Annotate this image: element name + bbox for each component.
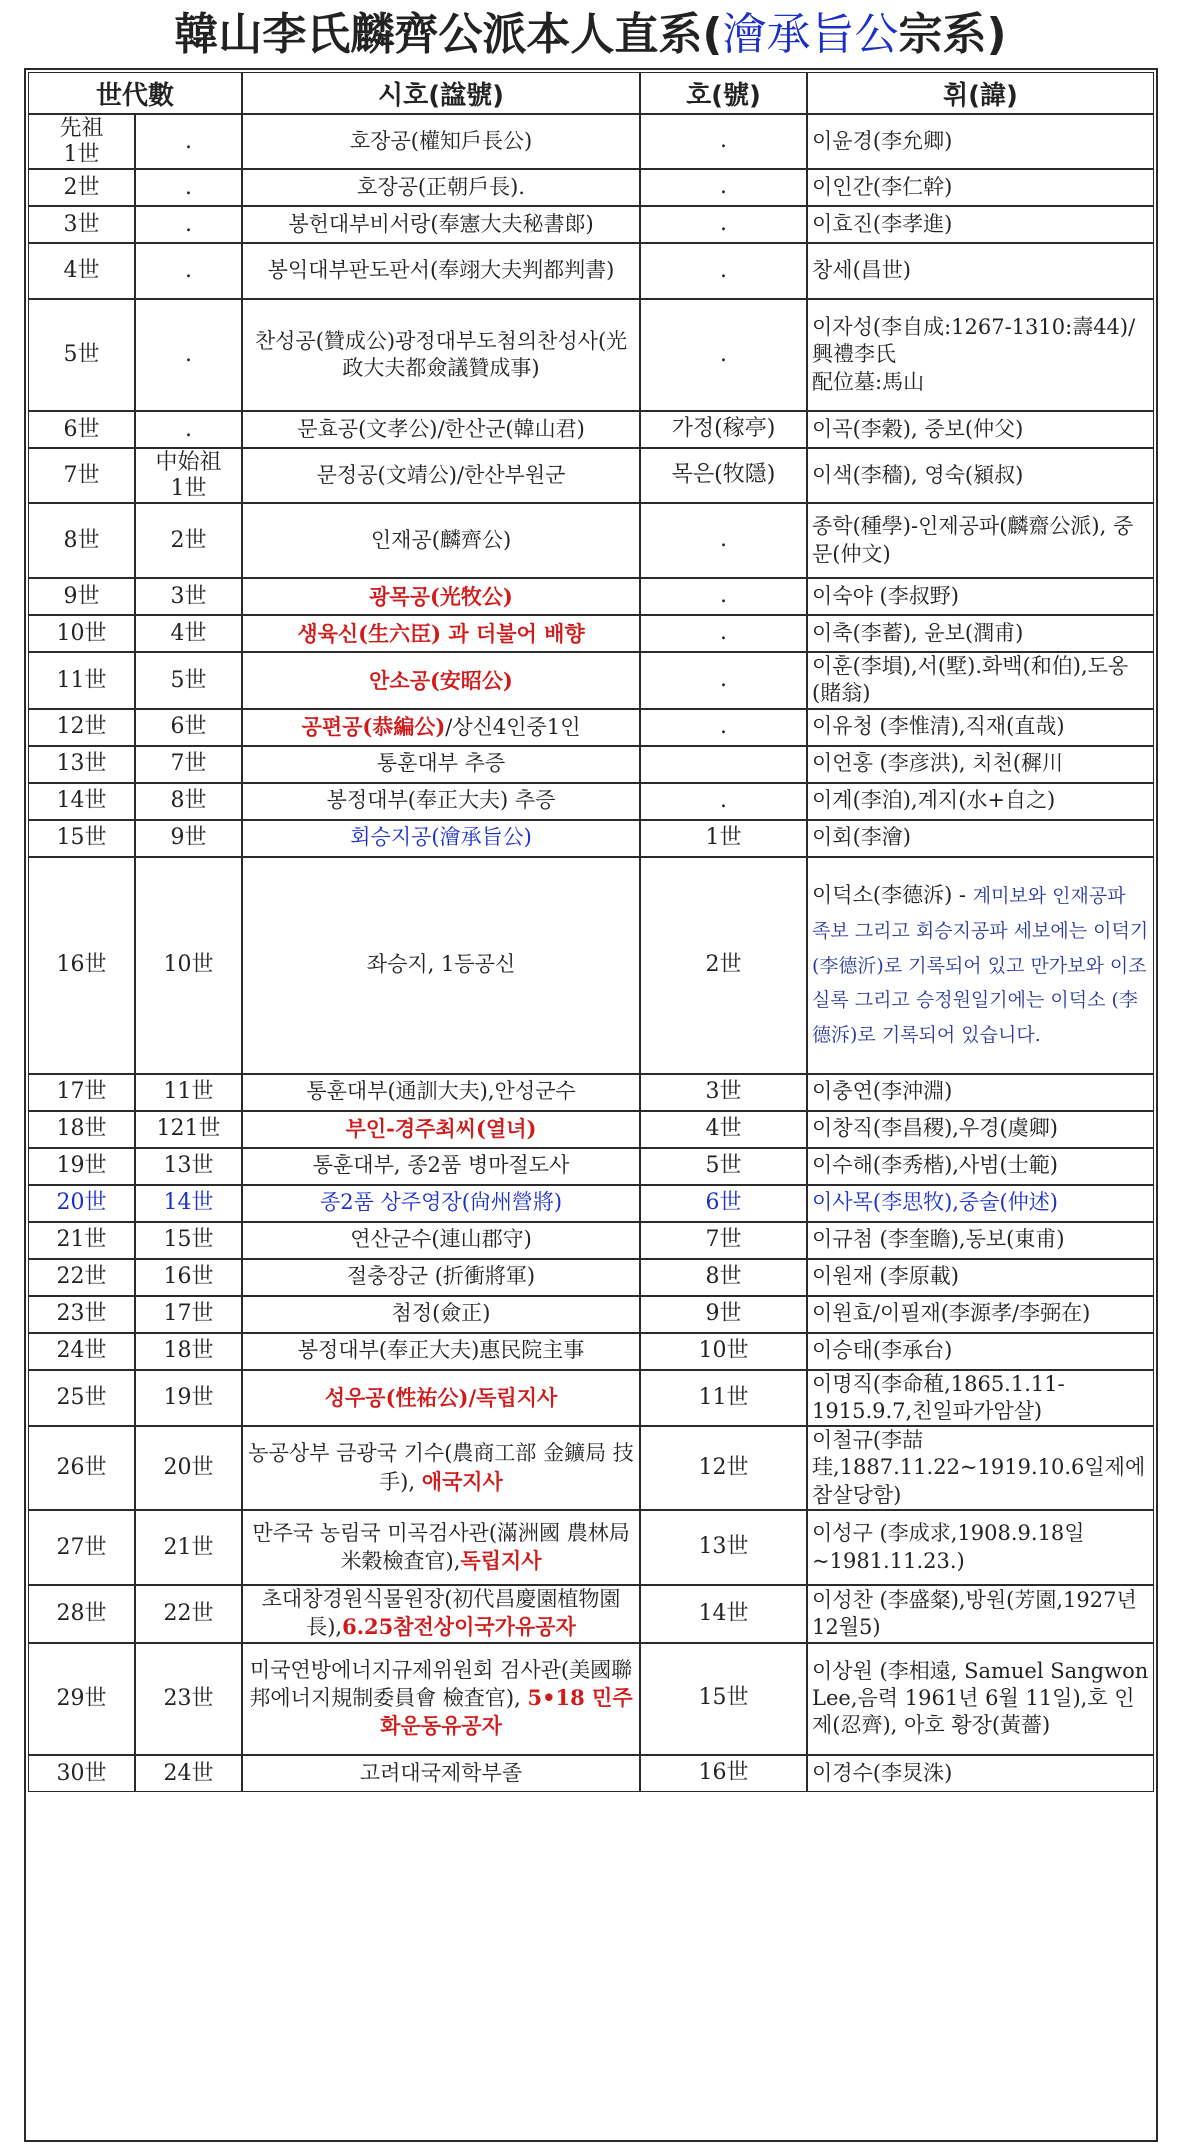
cell-pen-name: . [640,709,807,746]
cell-pen-name: 9世 [640,1296,807,1333]
title-suffix: 宗系) [898,9,1007,60]
cell-given-name: 이경수(李炅洙) [807,1755,1154,1792]
cell-posthumous-title: 안소공(安昭公) [242,652,640,709]
cell-sub-generation: 13世 [135,1148,242,1185]
table-row [28,1111,1154,1148]
table-row [28,1333,1154,1370]
cell-given-name: 이충연(李沖淵) [807,1074,1154,1111]
cell-posthumous-title: 통훈대부(通訓大夫),안성군수 [242,1074,640,1111]
cell-posthumous-title: 호장공(正朝戶長). [242,169,640,206]
cell-given-name: 이상원 (李相遠, Samuel Sangwon Lee,음력 1961년 6월 11일),호 인제(忍齊), 아호 황장(黃薔) [807,1643,1154,1755]
table-row [28,1259,1154,1296]
cell-posthumous-title: 인재공(麟齊公) [242,503,640,578]
cell-given-name: 이효진(李孝進) [807,206,1154,243]
cell-pen-name: 4世 [640,1111,807,1148]
cell-generation: 25世 [28,1370,135,1427]
cell-given-name: 이성구 (李成求,1908.9.18일~1981.11.23.) [807,1510,1154,1585]
cell-given-name: 이성찬 (李盛粲),방원(芳園,1927년12월5) [807,1585,1154,1643]
cell-pen-name: 3世 [640,1074,807,1111]
cell-posthumous-title: 통훈대부, 종2품 병마절도사 [242,1148,640,1185]
cell-generation: 9世 [28,578,135,615]
cell-pen-name: . [640,615,807,652]
table-row [28,1222,1154,1259]
cell-sub-generation: 15世 [135,1222,242,1259]
table-row [28,1296,1154,1333]
cell-pen-name: . [640,578,807,615]
cell-pen-name: 10世 [640,1333,807,1370]
cell-sub-generation: 20世 [135,1426,242,1510]
cell-given-name [807,857,1154,1074]
posthumous-highlight: 공편공(恭編公) [301,713,446,739]
table-row [28,1148,1154,1185]
cell-sub-generation: 5世 [135,652,242,709]
cell-given-name: 이인간(李仁幹) [807,169,1154,206]
cell-posthumous-title: 봉정대부(奉正大夫) 추증 [242,783,640,820]
cell-sub-generation: . [135,411,242,448]
cell-pen-name: 8世 [640,1259,807,1296]
table-row [28,503,1154,578]
cell-pen-name: . [640,206,807,243]
cell-sub-generation: 23世 [135,1643,242,1755]
header-pen-name: 호(號) [640,72,807,114]
cell-given-name: 창세(昌世) [807,243,1154,299]
cell-generation: 8世 [28,503,135,578]
cell-sub-generation: 14世 [135,1185,242,1222]
table-row [28,820,1154,857]
table-row [28,299,1154,411]
cell-generation: 4世 [28,243,135,299]
cell-posthumous-title [242,1643,640,1755]
posthumous-highlight: 독립지사 [460,1548,542,1574]
cell-given-name: 이축(李蓄), 윤보(潤甫) [807,615,1154,652]
posthumous-highlight: 애국지사 [421,1468,503,1494]
cell-sub-generation: 18世 [135,1333,242,1370]
table-row [28,1755,1154,1792]
posthumous-highlight: 6.25참전상이국가유공자 [342,1614,576,1640]
cell-pen-name: 12世 [640,1426,807,1510]
title-prefix: 韓山李氏麟齊公派本人直系( [174,9,723,60]
header-posthumous-title: 시호(諡號) [242,72,640,114]
cell-generation: 16世 [28,857,135,1074]
cell-generation: 12世 [28,709,135,746]
table-row [28,114,1154,169]
cell-pen-name: 목은(牧隱) [640,448,807,503]
posthumous-text: 초대창경원식물원장(初代昌慶園植物園長), [261,1587,621,1640]
cell-pen-name: 16世 [640,1755,807,1792]
cell-pen-name: 1世 [640,820,807,857]
cell-pen-name: 7世 [640,1222,807,1259]
cell-generation: 18世 [28,1111,135,1148]
cell-given-name: 이원재 (李原載) [807,1259,1154,1296]
table-row [28,206,1154,243]
table-row [28,578,1154,615]
cell-generation: 27世 [28,1510,135,1585]
table-row [28,1185,1154,1222]
cell-generation: 6世 [28,411,135,448]
cell-given-name: 이회(李澮) [807,820,1154,857]
table-row [28,857,1154,1074]
table-row [28,169,1154,206]
cell-given-name: 이원효/이필재(李源孝/李弼在) [807,1296,1154,1333]
cell-generation: 先祖 1世 [28,114,135,169]
table-row [28,1585,1154,1643]
table-row [28,652,1154,709]
cell-generation: 15世 [28,820,135,857]
cell-given-name: 이자성(李自成:1267-1310:壽44)/興禮李氏 配位墓:馬山 [807,299,1154,411]
cell-sub-generation: 22世 [135,1585,242,1643]
table-row [28,709,1154,746]
cell-sub-generation: 16世 [135,1259,242,1296]
posthumous-text: 만주국 농림국 미곡검사관(滿洲國 農林局 米穀檢査官), [252,1520,630,1574]
cell-generation: 21世 [28,1222,135,1259]
cell-given-name: 이명직(李命稙,1865.1.11-1915.9.7,친일파가암살) [807,1370,1154,1427]
cell-posthumous-title [242,1510,640,1585]
cell-given-name: 종학(種學)-인제공파(麟齋公派), 중문(仲文) [807,503,1154,578]
cell-posthumous-title: 호장공(權知戶長公) [242,114,640,169]
cell-given-name: 이사목(李思牧),중술(仲述) [807,1185,1154,1222]
cell-given-name: 이계(李洎),계지(水+自之) [807,783,1154,820]
posthumous-highlight: 5•18 민주화운동유공자 [380,1685,633,1739]
cell-generation: 5世 [28,299,135,411]
cell-posthumous-title: 절충장군 (折衝將軍) [242,1259,640,1296]
cell-posthumous-title: 봉헌대부비서랑(奉憲大夫秘書郞) [242,206,640,243]
given-name-text: 이덕소(李德泝) - [812,883,973,908]
cell-sub-generation: 21世 [135,1510,242,1585]
cell-pen-name: . [640,169,807,206]
cell-sub-generation: 8世 [135,783,242,820]
cell-posthumous-title: 통훈대부 추증 [242,746,640,783]
table-row [28,746,1154,783]
cell-pen-name: 6世 [640,1185,807,1222]
cell-given-name: 이훈(李塤),서(墅).화백(和伯),도옹(賭翁) [807,652,1154,709]
cell-sub-generation: 中始祖 1世 [135,448,242,503]
cell-pen-name: 14世 [640,1585,807,1643]
cell-pen-name: 11世 [640,1370,807,1427]
cell-given-name: 이색(李穡), 영숙(潁叔) [807,448,1154,503]
cell-posthumous-title: 고려대국제학부졸 [242,1755,640,1792]
cell-generation: 23世 [28,1296,135,1333]
cell-pen-name: 13世 [640,1510,807,1585]
cell-sub-generation: 4世 [135,615,242,652]
cell-posthumous-title [242,709,640,746]
cell-generation: 10世 [28,615,135,652]
cell-posthumous-title: 좌승지, 1등공신 [242,857,640,1074]
cell-pen-name: . [640,652,807,709]
given-name-note: 계미보와 인재공파 족보 그리고 회승지공파 세보에는 이덕기 (李德沂)로 기록되어 있고 만가보와 이조실록 그리고 승정원일기에는 이덕소 (李德泝)로 기록되어 있습니다. [812,885,1149,1047]
table-row [28,1426,1154,1510]
table-row [28,783,1154,820]
cell-given-name: 이수해(李秀楷),사범(士範) [807,1148,1154,1185]
posthumous-text: 농공상부 금광국 기수(農商工部 金鑛局 技手), [248,1441,634,1494]
cell-pen-name: . [640,114,807,169]
cell-sub-generation: . [135,206,242,243]
cell-given-name: 이숙야 (李叔野) [807,578,1154,615]
cell-sub-generation: . [135,169,242,206]
cell-posthumous-title: 회승지공(澮承旨公) [242,820,640,857]
table-row [28,1643,1154,1755]
cell-given-name: 이유청 (李惟清),직재(直哉) [807,709,1154,746]
cell-given-name: 이규첨 (李奎瞻),동보(東甫) [807,1222,1154,1259]
title-highlight: 澮承旨公 [722,9,899,60]
page-title [0,4,1181,66]
cell-generation: 14世 [28,783,135,820]
cell-posthumous-title: 부인-경주최씨(열녀) [242,1111,640,1148]
cell-posthumous-title [242,1426,640,1510]
cell-generation: 29世 [28,1643,135,1755]
cell-sub-generation: 9世 [135,820,242,857]
cell-generation: 2世 [28,169,135,206]
cell-generation: 11世 [28,652,135,709]
cell-pen-name [640,746,807,783]
table-row [28,615,1154,652]
cell-generation: 24世 [28,1333,135,1370]
cell-generation: 19世 [28,1148,135,1185]
cell-pen-name: 5世 [640,1148,807,1185]
lineage-table [28,72,1154,1792]
cell-sub-generation: . [135,243,242,299]
cell-generation: 7世 [28,448,135,503]
table-row [28,411,1154,448]
cell-posthumous-title: 생육신(生六臣) 과 더불어 배향 [242,615,640,652]
cell-sub-generation: 6世 [135,709,242,746]
cell-sub-generation: 7世 [135,746,242,783]
cell-posthumous-title: 종2품 상주영장(尙州營將) [242,1185,640,1222]
cell-given-name: 이승태(李承台) [807,1333,1154,1370]
cell-sub-generation: 3世 [135,578,242,615]
cell-posthumous-title: 연산군수(連山郡守) [242,1222,640,1259]
cell-posthumous-title: 문효공(文孝公)/한산군(韓山君) [242,411,640,448]
table-row [28,448,1154,503]
cell-pen-name: 15世 [640,1643,807,1755]
cell-generation: 13世 [28,746,135,783]
cell-posthumous-title: 첨정(僉正) [242,1296,640,1333]
cell-sub-generation: 2世 [135,503,242,578]
cell-generation: 17世 [28,1074,135,1111]
cell-sub-generation: 11世 [135,1074,242,1111]
cell-generation: 26世 [28,1426,135,1510]
cell-given-name: 이곡(李穀), 중보(仲父) [807,411,1154,448]
cell-pen-name: . [640,783,807,820]
cell-posthumous-title: 성우공(性祐公)/독립지사 [242,1370,640,1427]
cell-generation: 30世 [28,1755,135,1792]
cell-sub-generation: 24世 [135,1755,242,1792]
cell-generation: 28世 [28,1585,135,1643]
table-row [28,1510,1154,1585]
cell-posthumous-title: 광목공(光牧公) [242,578,640,615]
cell-pen-name: 2世 [640,857,807,1074]
cell-given-name: 이윤경(李允卿) [807,114,1154,169]
cell-posthumous-title: 문정공(文靖公)/한산부원군 [242,448,640,503]
cell-pen-name: 가정(稼亭) [640,411,807,448]
cell-posthumous-title: 찬성공(贊成公)광정대부도첨의찬성사(光政大夫都僉議贊成事) [242,299,640,411]
cell-sub-generation: 17世 [135,1296,242,1333]
table-row [28,1074,1154,1111]
cell-pen-name: . [640,243,807,299]
cell-generation: 22世 [28,1259,135,1296]
cell-generation: 3世 [28,206,135,243]
cell-generation: 20世 [28,1185,135,1222]
cell-sub-generation: 121世 [135,1111,242,1148]
cell-sub-generation: 19世 [135,1370,242,1427]
cell-posthumous-title: 봉익대부판도판서(奉翊大夫判都判書) [242,243,640,299]
posthumous-text: /상신4인중1인 [445,714,581,739]
cell-sub-generation: 10世 [135,857,242,1074]
cell-given-name: 이철규(李喆珪,1887.11.22~1919.10.6일제에참살당함) [807,1426,1154,1510]
header-given-name: 휘(諱) [807,72,1154,114]
cell-given-name: 이언홍 (李彦洪), 치천(穉川 [807,746,1154,783]
cell-posthumous-title [242,1585,640,1643]
header-generation: 世代數 [28,72,242,114]
cell-pen-name: . [640,299,807,411]
table-header-row [28,72,1154,114]
table-row [28,243,1154,299]
cell-posthumous-title: 봉정대부(奉正大夫)惠民院主事 [242,1333,640,1370]
cell-sub-generation: . [135,299,242,411]
cell-sub-generation: . [135,114,242,169]
cell-given-name: 이창직(李昌稷),우경(虞卿) [807,1111,1154,1148]
cell-pen-name: . [640,503,807,578]
table-row [28,1370,1154,1427]
posthumous-text: 미국연방에너지규제위원회 검사관(美國聯邦에너지規制委員會 檢査官), [249,1657,633,1711]
